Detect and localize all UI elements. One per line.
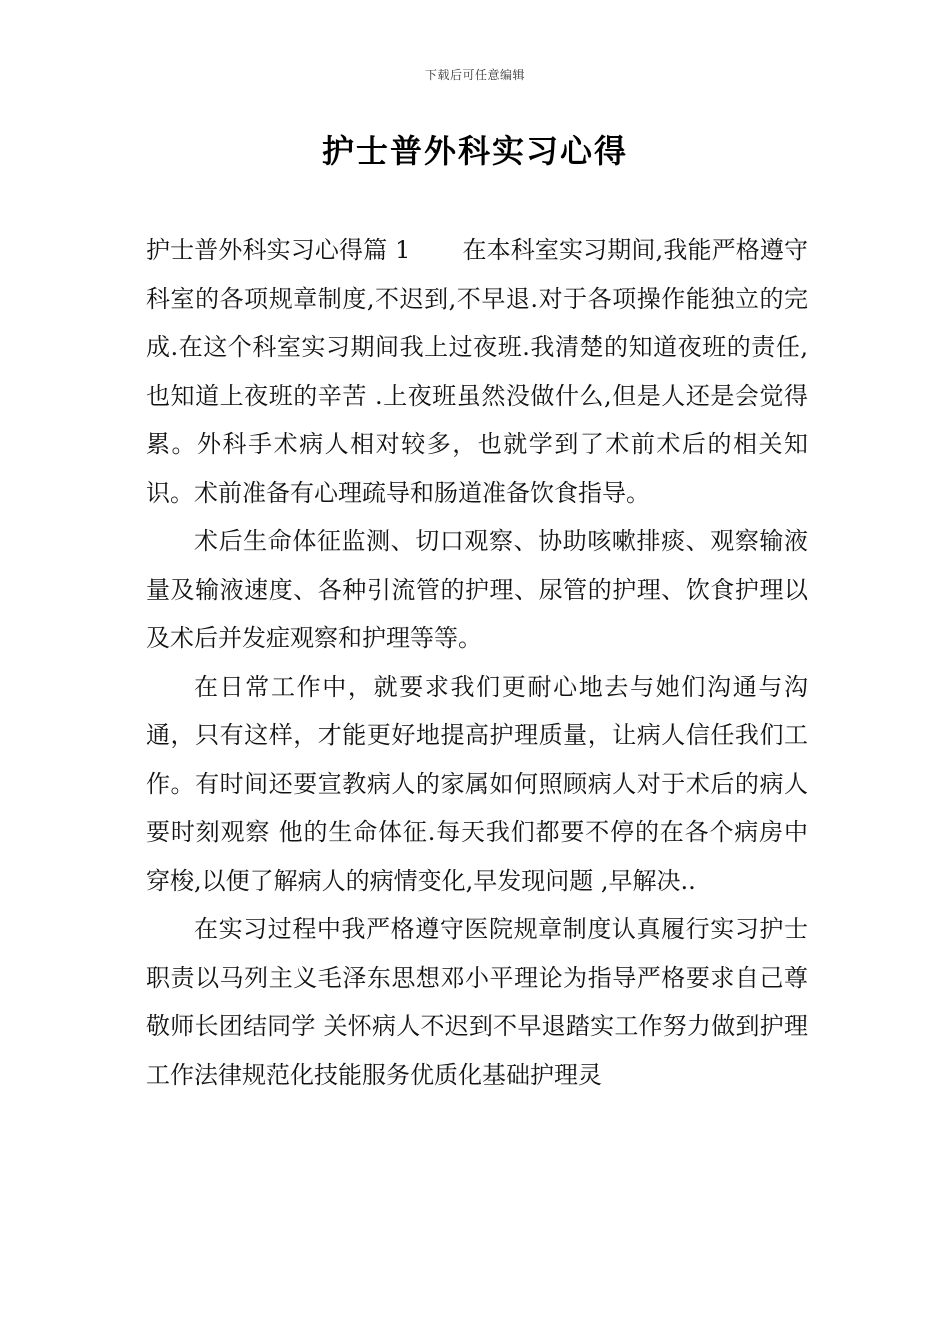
paragraph-4: 在实习过程中我严格遵守医院规章制度认真履行实习护士职责以马列主义毛泽东思想邓小平理论为指导严格要求自己尊敬师长团结同学 关怀病人不迟到不早退踏实工作努力做到护理工作法律规范化技能服务优质化基础护理灵 (146, 915, 808, 1089)
paragraph-1 (146, 226, 808, 517)
paragraph-3: 在日常工作中，就要求我们更耐心地去与她们沟通与沟通，只有这样，才能更好地提高护理质量，让病人信任我们工作。有时间还要宣教病人的家属如何照顾病人对于术后的病人要时刻观察 他的生命体征.每天我们都要不停的在各个病房中穿梭,以便了解病人的病情变化,早发现问题 ,早解决.. (146, 672, 808, 895)
document-body (146, 226, 808, 1099)
section-label: 护士普外科实习心得篇 1 (146, 236, 411, 264)
document-title: 护士普外科实习心得 (321, 132, 628, 170)
paragraph-1-text: 在本科室实习期间,我能严格遵守科室的各项规章制度,不迟到,不早退.对于各项操作能独立的完成.在这个科室实习期间我上过夜班.我清楚的知道夜班的责任,也知道上夜班的辛苦 .上夜班虽然没做什么,但是人还是会觉得累。外科手术病人相对较多，也就学到了术前术后的相关知识。术前准备有心理疏导和肠道准备饮食指导。 (146, 236, 808, 507)
paragraph-2: 术后生命体征监测、切口观察、协助咳嗽排痰、观察输液量及输液速度、各种引流管的护理、尿管的护理、饮食护理以及术后并发症观察和护理等等。 (146, 527, 808, 652)
header-note: 下载后可任意编辑 (424, 68, 525, 82)
